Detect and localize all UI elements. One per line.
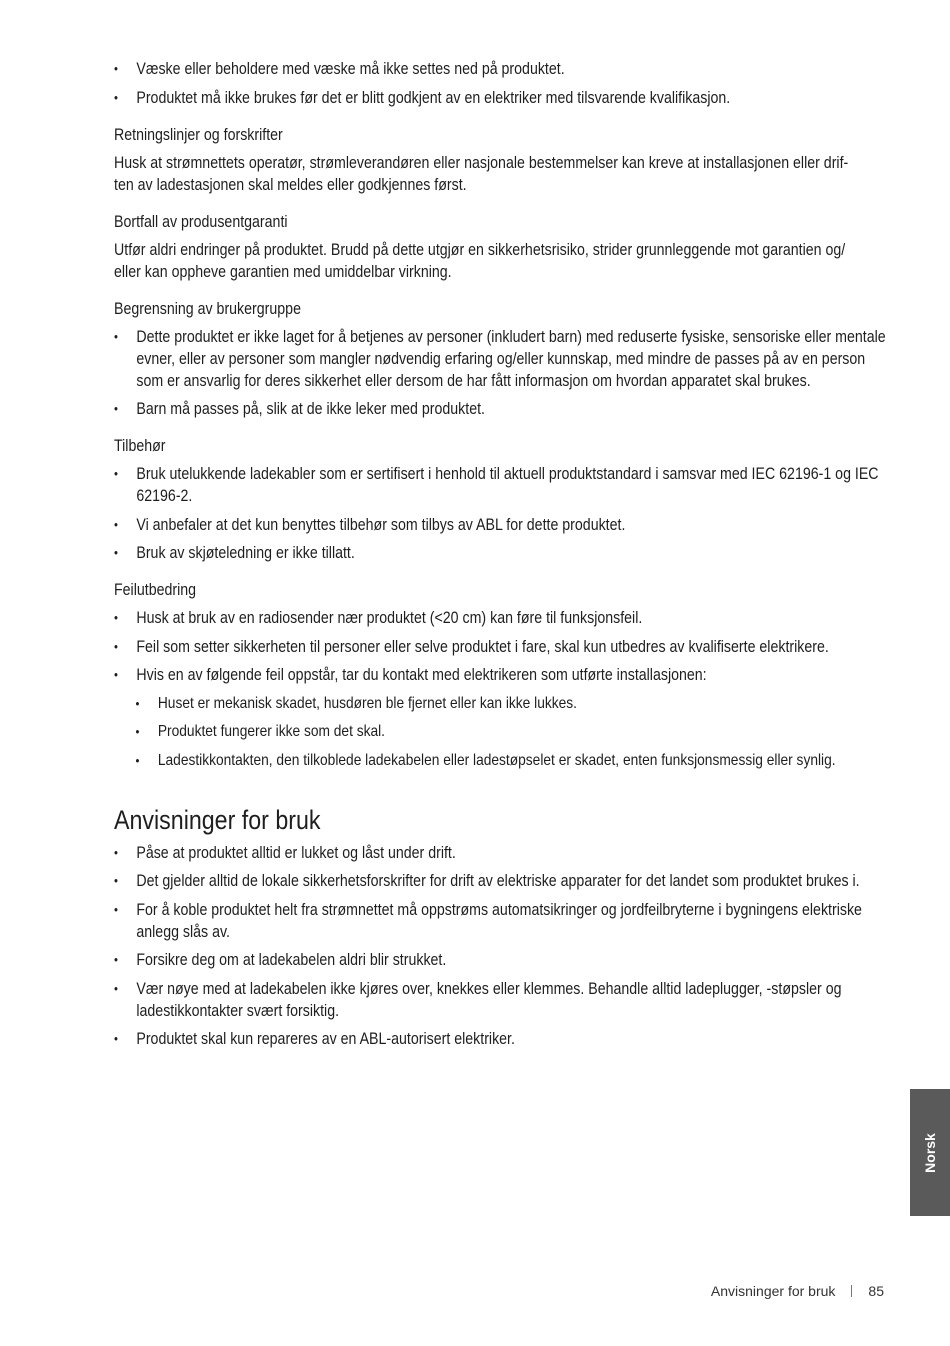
list-item: • Ladestikkontakten, den tilkoblede ladekabelen eller ladestøpselet er skadet, enten funksjonsmessig eller synlig. — [136, 750, 887, 772]
heading-tilbehor: Tilbehør — [114, 437, 166, 455]
list-item: • Huset er mekanisk skadet, husdøren ble fjernet eller kan ikke lukkes. — [136, 693, 887, 715]
footer-section-title: Anvisninger for bruk — [710, 1283, 836, 1299]
anvisninger-list — [114, 842, 886, 1051]
feilutbedring-sub-list — [136, 693, 887, 772]
list-item: • Produktet må ikke brukes før det er blitt godkjent av en elektriker med tilsvarende kvalifikasjon. — [114, 87, 886, 109]
tilbehor-list — [114, 463, 886, 564]
list-item: • Hvis en av følgende feil oppstår, tar du kontakt med elektrikeren som utførte installasjonen: — [114, 664, 886, 686]
begrensning-list — [114, 326, 886, 421]
list-item: • Produktet fungerer ikke som det skal. — [136, 721, 887, 743]
list-item: • Husk at bruk av en radiosender nær produktet (<20 cm) kan føre til funksjonsfeil. — [114, 607, 886, 629]
list-item: • For å koble produktet helt fra strømnettet må oppstrøms automatsikringer og jordfeilbryterne i bygningens elektriske anlegg slås av. — [114, 899, 886, 943]
heading-retningslinjer: Retningslinjer og forskrifter — [114, 125, 283, 144]
paragraph-bortfall: Utfør aldri endringer på produktet. Brudd på dette utgjør en sikkerhetsrisiko, strider grunnleggende mot garantien og/ eller kan oppheve garantien med umiddelbar virkning. — [114, 240, 846, 281]
list-item: • Dette produktet er ikke laget for å betjenes av personer (inkludert barn) med reduserte fysiske, sensoriske eller mentale evner, eller av personer som mangler nødvendig erfaring og/eller kunnskap, med mindre de passes på av en person som er ansvarlig for deres sikkerhet eller dersom de har fått informasjon om hvordan apparatet skal brukes. — [114, 326, 886, 392]
text-body — [114, 58, 886, 1050]
list-item: • Påse at produktet alltid er lukket og låst under drift. — [114, 842, 886, 864]
top-bullet-list — [114, 58, 886, 109]
footer-divider — [851, 1285, 852, 1297]
page-content — [114, 58, 886, 1057]
feilutbedring-list — [114, 607, 886, 686]
list-item: • Bruk av skjøteledning er ikke tillatt. — [114, 542, 886, 564]
list-item: • Produktet skal kun repareres av en ABL-autorisert elektriker. — [114, 1028, 886, 1050]
language-side-tab — [910, 1089, 950, 1216]
list-item: • Vi anbefaler at det kun benyttes tilbehør som tilbys av ABL for dette produktet. — [114, 514, 886, 536]
language-tab-label: Norsk — [922, 1132, 938, 1173]
page-number: 85 — [868, 1283, 884, 1299]
heading-bortfall: Bortfall av produsentgaranti — [114, 212, 288, 231]
list-item: • Det gjelder alltid de lokale sikkerhetsforskrifter for drift av elektriske apparater for det landet som produktet brukes i. — [114, 870, 886, 892]
heading-feilutbedring: Feilutbedring — [114, 581, 197, 599]
list-item: • Feil som setter sikkerheten til personer eller selve produktet i fare, skal kun utbedres av kvalifiserte elektrikere. — [114, 636, 886, 658]
list-item: • Væske eller beholdere med væske må ikke settes ned på produktet. — [114, 58, 886, 80]
page-footer — [711, 1283, 884, 1299]
list-item: • Bruk utelukkende ladekabler som er sertifisert i henhold til aktuell produktstandard i samsvar med IEC 62196-1 og IEC 62196-2. — [114, 463, 886, 507]
list-item: • Vær nøye med at ladekabelen ikke kjøres over, knekkes eller klemmes. Behandle alltid ladeplugger, -støpsler og ladestikkontakter svært forsiktig. — [114, 978, 886, 1022]
paragraph-retningslinjer: Husk at strømnettets operatør, strømleverandøren eller nasjonale bestemmelser kan kreve at installasjonen eller drif- ten av ladestasjonen skal meldes eller godkjennes først. — [114, 153, 849, 194]
list-item: • Barn må passes på, slik at de ikke leker med produktet. — [114, 398, 886, 420]
heading-anvisninger: Anvisninger for bruk — [114, 804, 321, 835]
heading-begrensning: Begrensning av brukergruppe — [114, 299, 301, 318]
list-item: • Forsikre deg om at ladekabelen aldri blir strukket. — [114, 949, 886, 971]
